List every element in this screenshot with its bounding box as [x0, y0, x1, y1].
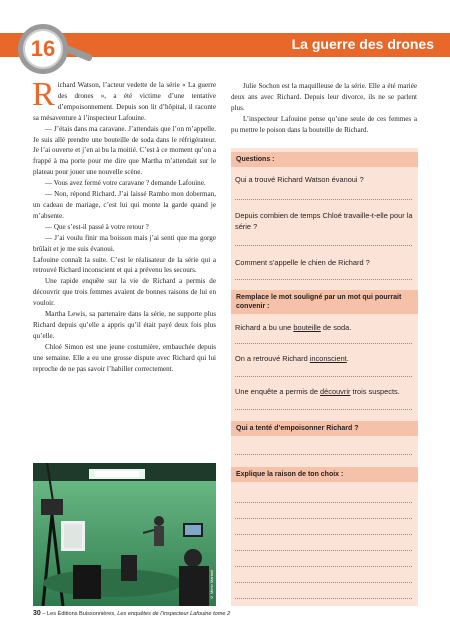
question-2: Depuis combien de temps Chloé travaille-t-elle pour la série ?	[235, 211, 413, 231]
answer-line[interactable]	[235, 598, 412, 599]
replace-sentence-3	[235, 386, 415, 397]
story-paragraph: Chloé Simon est une jeune costumière, embauchée depuis une semaine. Elle a eu une grosse dispute avec Richard qui lui reproche de ne pas savoir l’habiller correctement.	[33, 342, 216, 373]
sentence-text: On a retrouvé Richard	[235, 354, 310, 363]
sentence-text: de soda.	[320, 323, 352, 332]
answer-line[interactable]	[235, 454, 412, 455]
story-paragraph: Julie Sochon est la maquilleuse de la série. Elle a été mariée deux ans avec Richard. Depuis leur divorce, ils ne se parlent plus.	[231, 82, 417, 112]
sentence-text: Une enquête a permis de	[235, 387, 321, 396]
story-paragraph	[32, 76, 216, 124]
story-paragraph: Lafouine connaît la suite. C’est le réalisateur de la série qui a retrouvé Richard inconscient et qui a prévenu les secours.	[33, 255, 216, 275]
answer-line[interactable]	[235, 582, 412, 583]
underlined-word: inconscient	[309, 354, 347, 363]
answer-line[interactable]	[235, 245, 412, 246]
story-column-right	[231, 81, 417, 136]
page-footer	[33, 610, 230, 617]
answer-line[interactable]	[235, 518, 412, 519]
story-text: ichard Watson, l’acteur vedette de la série « La guerre des drones », a été victime d’une tentative d’empoisonnement. Depuis son lit d’hôpital, il raconte sa mésaventure à l’inspecteur Lafouine.	[33, 81, 216, 122]
answer-line[interactable]	[235, 199, 412, 200]
story-paragraph: — Non, répond Richard. J’ai laissé Rambo mon doberman, un cadeau de mariage, c’est lui qui monte la garde quand je m’absente.	[33, 190, 216, 220]
story-paragraph: — Vous avez fermé votre caravane ? demande Lafouine.	[45, 179, 206, 188]
photo-credit: © Mimo Mariani	[209, 569, 214, 600]
underlined-word: découvrir	[320, 387, 351, 396]
replace-sentence-2	[235, 353, 415, 364]
question-1: Qui a trouvé Richard Watson évanoui ?	[235, 175, 364, 184]
culprit-heading: Qui a tenté d’empoisonner Richard ?	[231, 421, 418, 436]
answer-line[interactable]	[235, 534, 412, 535]
sentence-text: .	[346, 354, 349, 363]
underlined-word: bouteille	[293, 323, 321, 332]
replace-sentence-1	[235, 322, 415, 333]
footer-publisher: – Les Éditions Buissonnières,	[40, 611, 118, 617]
sentence-text: trois suspects.	[350, 387, 400, 396]
magnifier-badge	[18, 24, 68, 74]
answer-line[interactable]	[235, 376, 412, 377]
footer-book-title: Les enquêtes de l’inspecteur Lafouine tome 2	[117, 611, 231, 617]
story-paragraph: — J’étais dans ma caravane. J’attendais que l’on m’appelle. Je suis allé prendre une bouteille de soda dans le réfrigérateur. Je l’ai ouverte et j’en ai bu la moitié. C’est à ce moment qu’on a frappé à ma porte pour me dire que Martha m’attendait sur le plateau pour jouer une nouvelle scène.	[33, 124, 216, 177]
sentence-text: Richard a bu une	[235, 323, 294, 332]
answer-line[interactable]	[235, 566, 412, 567]
explain-heading: Explique la raison de ton choix :	[231, 467, 418, 482]
questions-heading: Questions :	[231, 152, 418, 167]
story-paragraph: — J’ai voulu finir ma boisson mais j’ai senti que ma gorge brûlait et je me suis évanoui.	[33, 233, 216, 253]
story-paragraph: — Que s’est-il passé à votre retour ?	[45, 222, 149, 231]
answer-line[interactable]	[235, 502, 412, 503]
puzzle-number: 16	[30, 36, 56, 61]
page-title: La guerre des drones	[291, 36, 434, 52]
answer-line[interactable]	[235, 550, 412, 551]
page-number: 30	[33, 610, 41, 617]
story-paragraph: L’inspecteur Lafouine pense qu’une seule de ces femmes a pu mettre le poison dans la bouteille de Richard.	[231, 114, 417, 134]
answer-line[interactable]	[235, 343, 412, 344]
answer-line[interactable]	[235, 409, 412, 410]
drop-cap: R	[32, 76, 55, 113]
question-3: Comment s’appelle le chien de Richard ?	[235, 258, 370, 267]
film-set-illustration	[33, 463, 216, 606]
story-paragraph: Une rapide enquête sur la vie de Richard a permis de découvrir que trois femmes avaient de bonnes raisons de lui en vouloir.	[33, 277, 216, 308]
answer-line[interactable]	[235, 279, 412, 280]
replace-heading: Remplace le mot souligné par un mot qui pourrait convenir :	[231, 290, 418, 314]
story-column-left	[32, 76, 216, 374]
story-paragraph: Martha Lewis, sa partenaire dans la série, ne supporte plus Richard depuis qu’elle a appris qu’il était payé deux fois plus qu’elle.	[33, 310, 216, 340]
film-set-photo	[33, 463, 216, 606]
